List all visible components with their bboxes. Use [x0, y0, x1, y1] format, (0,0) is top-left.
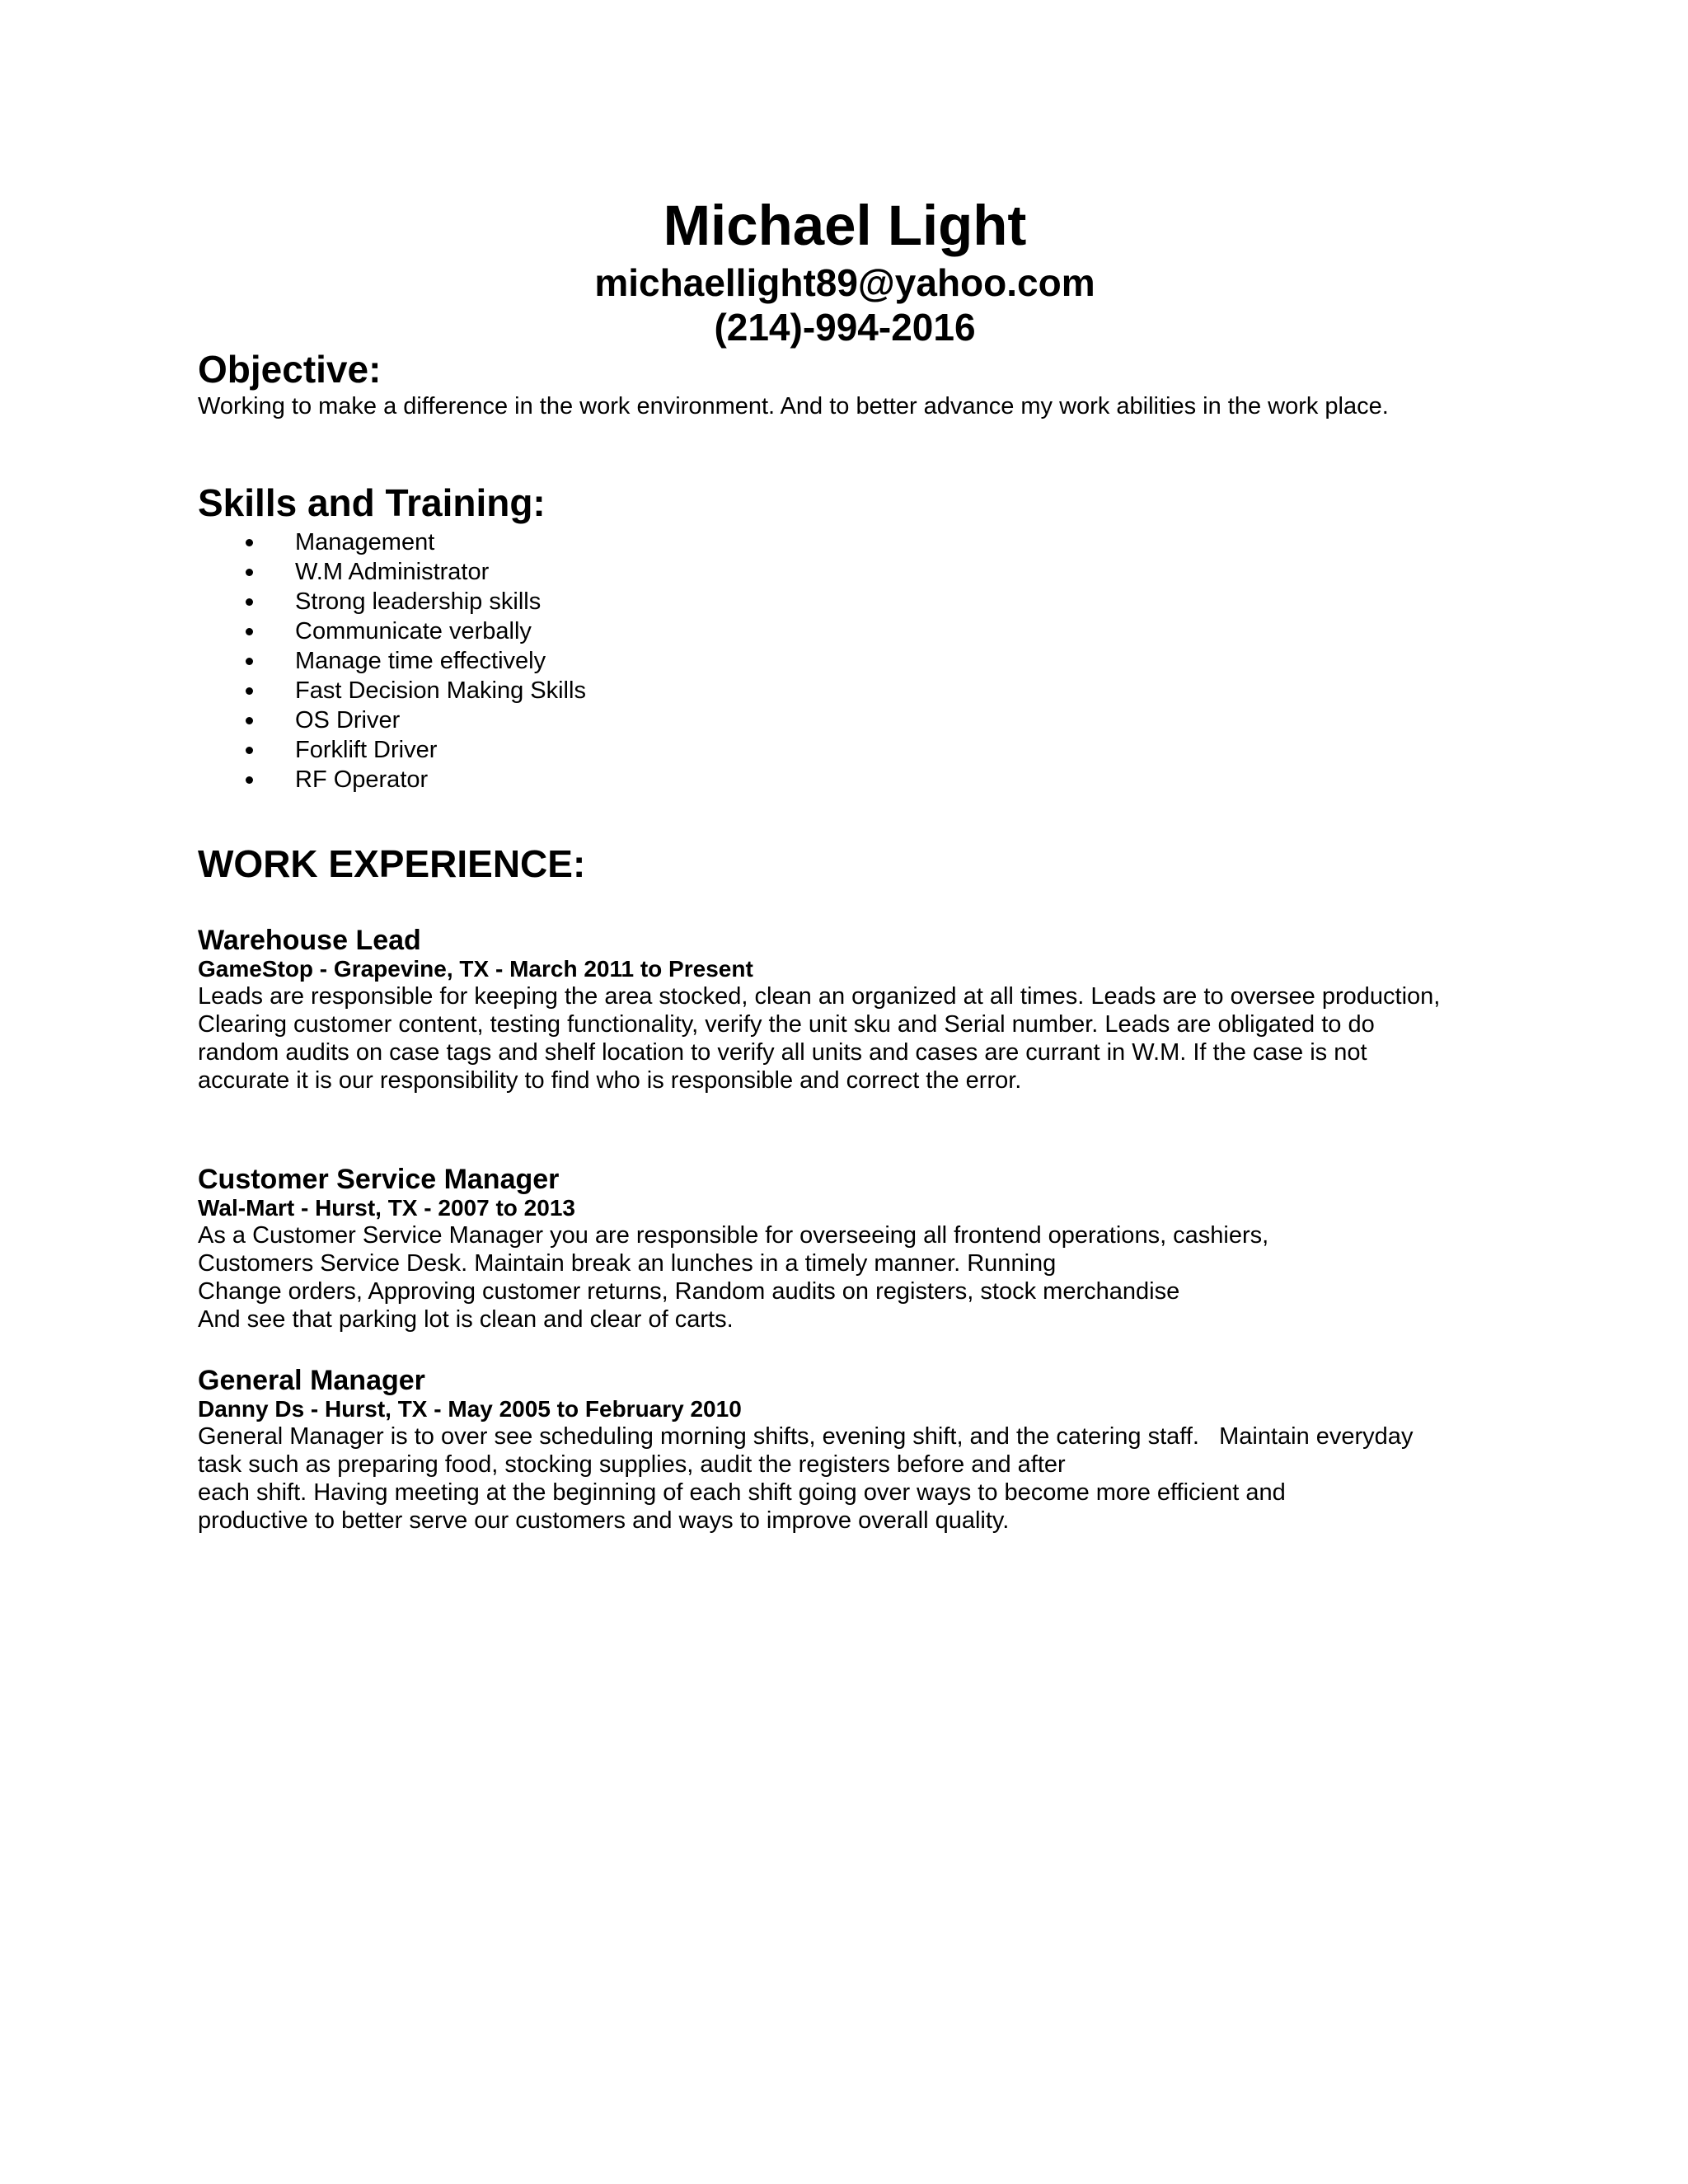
- bullet-icon: [246, 569, 253, 576]
- objective-text: Working to make a difference in the work environment. And to better advance my work abilities in the work place.: [198, 393, 1389, 419]
- skill-label: Management: [295, 529, 435, 555]
- skill-item: [198, 676, 1517, 705]
- skill-label: Manage time effectively: [295, 648, 546, 674]
- skill-label: W.M Administrator: [295, 559, 490, 585]
- bullet-icon: [246, 628, 253, 635]
- skill-label: Communicate verbally: [295, 618, 532, 644]
- skill-item: [198, 765, 1517, 794]
- skill-label: Forklift Driver: [295, 737, 438, 763]
- job-entry-customer-service-manager: [198, 1164, 1517, 1333]
- skill-label: Strong leadership skills: [295, 588, 542, 615]
- job-entry-general-manager: [198, 1365, 1517, 1535]
- job-description: Leads are responsible for keeping the area stocked, clean an organized at all times. Leads are to oversee production, Clearing customer content, testing functionality, verify the unit sku and Serial number. Leads are obligated to do random audits on case tags and shelf location to verify all units and cases are currant in W.M. If the case is not accurate it is our responsibility to find who is responsible and correct the error.: [198, 983, 1441, 1094]
- candidate-phone: (214)-994-2016: [714, 306, 976, 349]
- skill-label: OS Driver: [295, 707, 401, 733]
- bullet-icon: [246, 747, 253, 754]
- job-title: Warehouse Lead: [198, 925, 421, 956]
- bullet-icon: [246, 539, 253, 546]
- skill-label: RF Operator: [295, 766, 429, 793]
- skill-label: Fast Decision Making Skills: [295, 677, 586, 704]
- skills-heading: Skills and Training:: [198, 481, 546, 524]
- skill-item: [198, 646, 1517, 676]
- job-entry-warehouse-lead: [198, 925, 1517, 1094]
- skill-item: [198, 616, 1517, 646]
- objective-heading: Objective:: [198, 348, 382, 391]
- job-title: Customer Service Manager: [198, 1164, 560, 1195]
- bullet-icon: [246, 717, 253, 724]
- bullet-icon: [246, 687, 253, 695]
- skill-item: [198, 705, 1517, 735]
- job-employer-dates: GameStop - Grapevine, TX - March 2011 to Present: [198, 956, 753, 982]
- job-description: As a Customer Service Manager you are responsible for overseeing all frontend operations, cashiers, Customers Service Desk. Maintain break an lunches in a timely manner. Running Change orders, Approving customer returns, Random audits on registers, stock merchandise And see that parking lot is clean and clear of carts.: [198, 1222, 1269, 1333]
- work-experience-heading: WORK EXPERIENCE:: [198, 842, 586, 885]
- candidate-email: michaellight89@yahoo.com: [594, 261, 1095, 304]
- candidate-name: Michael Light: [663, 194, 1027, 257]
- skills-list: [198, 527, 1517, 794]
- bullet-icon: [246, 776, 253, 784]
- skill-item: [198, 527, 1517, 557]
- resume-header: [198, 191, 1492, 349]
- bullet-icon: [246, 598, 253, 606]
- job-employer-dates: Danny Ds - Hurst, TX - May 2005 to February 2010: [198, 1396, 742, 1422]
- skill-item: [198, 557, 1517, 587]
- job-employer-dates: Wal-Mart - Hurst, TX - 2007 to 2013: [198, 1195, 575, 1221]
- resume-content: [198, 191, 1517, 1535]
- job-description: General Manager is to over see scheduling morning shifts, evening shift, and the catering staff. Maintain everyday task such as preparing food, stocking supplies, audit the registers before and after each shift. Having meeting at the beginning of each shift going over ways to become more efficient and productive to better serve our customers and ways to improve overall quality.: [198, 1423, 1414, 1534]
- bullet-icon: [246, 658, 253, 665]
- job-title: General Manager: [198, 1365, 425, 1396]
- skill-item: [198, 587, 1517, 616]
- skill-item: [198, 735, 1517, 765]
